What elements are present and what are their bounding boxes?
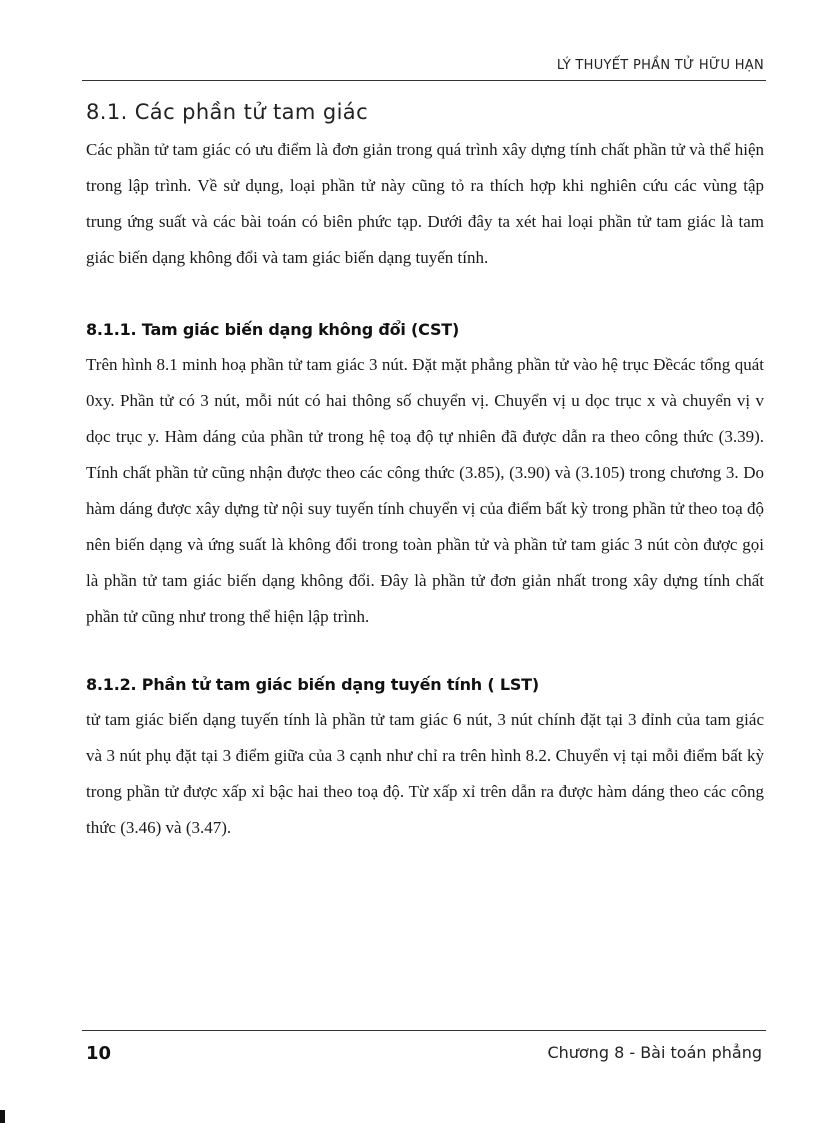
running-header: LÝ THUYẾT PHẦN TỬ HỮU HẠN <box>556 58 764 73</box>
header-rule <box>82 80 766 81</box>
section-title: 8.1. Các phần tử tam giác <box>86 100 369 124</box>
footer-rule <box>82 1030 766 1031</box>
section-intro-paragraph: Các phần tử tam giác có ưu điểm là đơn giản trong quá trình xây dựng tính chất phần tử và thể hiện trong lập trình. Về sử dụng, loại phần tử này cũng tỏ ra thích hợp khi nghiên cứu các vùng tập trung ứng suất và các bài toán có biên phức tạp. Dưới đây ta xét hai loại phần tử tam giác là tam giác biến dạng không đổi và tam giác biến dạng tuyến tính. <box>86 140 764 267</box>
subsection-paragraph-cst: Trên hình 8.1 minh hoạ phần tử tam giác 3 nút. Đặt mặt phẳng phần tử vào hệ trục Đềcác tổng quát 0xy. Phần tử có 3 nút, mỗi nút có hai thông số chuyển vị. Chuyển vị u dọc trục x và chuyển vị v dọc trục y. Hàm dáng của phần tử trong hệ toạ độ tự nhiên đã được dẫn ra theo công thức (3.39). Tính chất phần tử cũng nhận được theo các công thức (3.85), (3.90) và (3.105) trong chương 3. Do hàm dáng được xây dựng từ nội suy tuyến tính chuyển vị của điểm bất kỳ trong phần tử theo toạ độ nên biến dạng và ứng suất là không đổi trong toàn phần tử và phần tử tam giác 3 nút còn được gọi là phần tử tam giác biến dạng không đổi. Đây là phần tử đơn giản nhất trong xây dựng tính chất phần tử cũng như trong thể hiện lập trình. <box>86 355 764 626</box>
page-number: 10 <box>86 1043 112 1064</box>
subsection-title-cst: 8.1.1. Tam giác biến dạng không đổi (CST) <box>86 320 460 339</box>
footer-chapter-title: Chương 8 - Bài toán phẳng <box>547 1043 762 1062</box>
subsection-paragraph-lst: tử tam giác biến dạng tuyến tính là phần tử tam giác 6 nút, 3 nút chính đặt tại 3 đỉnh của tam giác và 3 nút phụ đặt tại 3 điểm giữa của 3 cạnh như chỉ ra trên hình 8.2. Chuyển vị tại mỗi điểm bất kỳ trong phần tử được xấp xỉ bậc hai theo toạ độ. Từ xấp xỉ trên dẫn ra được hàm dáng theo các công thức (3.46) và (3.47). <box>86 710 764 837</box>
subsection-title-lst: 8.1.2. Phần tử tam giác biến dạng tuyến tính ( LST) <box>86 675 539 694</box>
page-content <box>86 100 764 846</box>
scan-edge-mark <box>0 1110 5 1123</box>
